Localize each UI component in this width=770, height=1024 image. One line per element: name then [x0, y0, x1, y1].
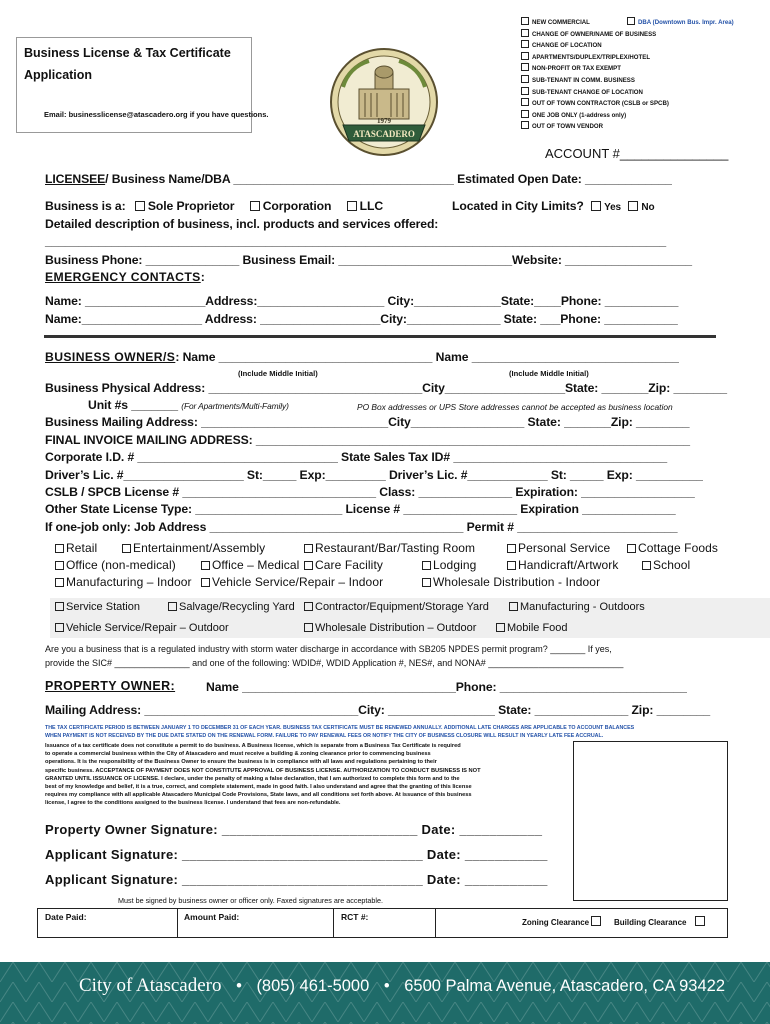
mobile-food-label: Mobile Food: [507, 622, 568, 634]
application-type-option[interactable]: [521, 98, 669, 110]
category-restaurant[interactable]: [304, 541, 475, 555]
corporation-checkbox[interactable]: [250, 201, 260, 211]
category-care-facility[interactable]: [304, 558, 383, 572]
llc-label: LLC: [359, 199, 384, 213]
unit-row: [88, 398, 289, 412]
lodging-checkbox[interactable]: [422, 561, 431, 570]
applicant-signature-2[interactable]: Applicant Signature: ________________________________ Date: ___________: [45, 872, 548, 887]
wholesale-indoor-label: Wholesale Distribution - Indoor: [433, 575, 601, 589]
city-seal-logo: [329, 47, 439, 157]
office-checkbox[interactable]: [55, 561, 64, 570]
owner1-hint: (Include Middle Initial): [238, 369, 318, 378]
building-clearance[interactable]: [614, 916, 708, 927]
entertainment-checkbox[interactable]: [122, 544, 131, 553]
salvage-label: Salvage/Recycling Yard: [179, 601, 295, 613]
application-type-checkbox[interactable]: [521, 87, 529, 95]
manufacturing-indoor-label: Manufacturing – Indoor: [66, 575, 192, 589]
footer-address: 6500 Palma Avenue, Atascadero, CA 93422: [404, 977, 726, 995]
contractor-yard-checkbox[interactable]: [304, 602, 313, 611]
application-type-label: NEW COMMERCIAL: [532, 19, 590, 26]
legal-notice: [45, 742, 565, 808]
office-stamp-box: [573, 741, 728, 901]
category-personal-service[interactable]: [507, 541, 610, 555]
corporate-id-field[interactable]: Corporate I.D. # ______________________________ State Sales Tax ID# ________________________________: [45, 450, 668, 464]
vehicle-outdoor-checkbox[interactable]: [55, 623, 64, 632]
zoning-clearance-label: Zoning Clearance: [522, 918, 590, 927]
application-type-checkbox[interactable]: [521, 40, 529, 48]
application-type-label: OUT OF TOWN CONTRACTOR (CSLB or SPCB): [532, 100, 669, 108]
description-label: Detailed description of business, incl. products and services offered:: [45, 217, 439, 231]
dba-checkbox[interactable]: [627, 17, 635, 25]
mobile-food-checkbox[interactable]: [496, 623, 505, 632]
office-divider-3: [435, 908, 436, 938]
category-wholesale-outdoor[interactable]: [304, 622, 476, 634]
application-type-option[interactable]: [521, 40, 669, 52]
legal-notice-line: specific business. ACCEPTANCE OF PAYMENT DOES NOT CONSTITUTE APPROVAL OF BUSINESS LICENSE. AUTHORIZATION TO CONDUCT BUSINESS IS NOT: [45, 767, 481, 774]
application-type-list: [521, 17, 669, 133]
renewal-notice-line1: THE TAX CERTIFICATE PERIOD IS BETWEEN JANUARY 1 TO DECEMBER 31 OF EACH YEAR. BUSINESS TAX CERTIFICATE MUST BE RENEWED ANNUALLY. ADDITIONAL LATE CHARGES ARE APPLICABLE TO ACCOUNT BALANCES: [45, 725, 635, 731]
application-type-option[interactable]: [521, 121, 669, 133]
footer-city-name: City of Atascadero: [79, 975, 222, 996]
category-entertainment[interactable]: [122, 541, 265, 555]
contractor-yard-label: Contractor/Equipment/Storage Yard: [315, 601, 489, 613]
application-type-checkbox[interactable]: [521, 63, 529, 71]
building-clearance-label: Building Clearance: [614, 918, 687, 927]
application-type-label: NON-PROFIT OR TAX EXEMPT: [532, 65, 621, 73]
manufacturing-indoor-checkbox[interactable]: [55, 578, 64, 587]
no-label: No: [641, 202, 655, 213]
dba-label: DBA (Downtown Bus. Impr. Area): [638, 19, 734, 26]
restaurant-checkbox[interactable]: [304, 544, 313, 553]
owners-heading: BUSINESS OWNER/S: [45, 350, 176, 364]
mailing-address-field[interactable]: Business Mailing Address: ____________________________City_________________ State: _______Zip: ________: [45, 415, 690, 429]
personal-service-label: Personal Service: [518, 541, 611, 555]
application-type-checkbox[interactable]: [521, 75, 529, 83]
application-type-label: APARTMENTS/DUPLEX/TRIPLEX/HOTEL: [532, 53, 651, 61]
emergency-colon: :: [200, 270, 205, 284]
school-checkbox[interactable]: [642, 561, 651, 570]
renewal-notice-line2: WHEN PAYMENT IS NOT RECEIVED BY THE DUE DATE STATED ON THE RENEWAL FORM. FAILURE TO PAY RENEWAL FEES OR NOTIFY THE CITY OF BUSINESS CLOSURE WILL RESULT IN YEARLY LATE FEE ACCRUAL.: [45, 733, 604, 739]
stormwater-question[interactable]: Are you a business that is a regulated industry with storm water discharge in accordance with SB205 NPDES permit program? _______ If yes,: [45, 644, 612, 654]
licensee-heading: LICENSEE: [45, 172, 106, 186]
lodging-label: Lodging: [433, 558, 477, 572]
footer-phone: (805) 461-5000: [256, 977, 370, 995]
account-number: ACCOUNT #_______________: [545, 146, 729, 161]
emergency-heading-row: [45, 270, 205, 284]
section-divider: [44, 335, 716, 338]
application-type-checkbox[interactable]: [521, 29, 529, 37]
application-type-option[interactable]: [521, 63, 669, 75]
building-clearance-checkbox[interactable]: [695, 916, 705, 926]
handicraft-label: Handicraft/Artwork: [518, 558, 619, 572]
office-divider-2: [333, 908, 334, 938]
emergency-heading: EMERGENCY CONTACTS: [45, 270, 201, 284]
category-handicraft[interactable]: [507, 558, 619, 572]
wholesale-outdoor-label: Wholesale Distribution – Outdoor: [315, 622, 477, 634]
application-type-checkbox[interactable]: [521, 52, 529, 60]
legal-notice-line: license, I agree to the conditions assigned to the business license. I understand that fees are non-refundable.: [45, 800, 341, 807]
category-cottage-foods[interactable]: [627, 541, 718, 555]
city-limits-no-checkbox[interactable]: [628, 201, 638, 211]
physical-address-field[interactable]: Business Physical Address: ________________________________City__________________State: _______Zip: ________: [45, 381, 727, 395]
application-type-label: ONE JOB ONLY (1-address only): [532, 111, 627, 119]
application-type-label: SUB-TENANT IN COMM. BUSINESS: [532, 76, 635, 84]
property-owner-mailing-field[interactable]: Mailing Address: ________________________________City: ________________ State: ______________ Zip: ________: [45, 703, 711, 717]
seal-label: ATASCADERO: [353, 129, 415, 139]
legal-notice-line: GRANTED UNTIL ISSUANCE OF LICENSE. I declare, under the penalty of making a false declaration, that I am authorized to complete this form and to the: [45, 775, 460, 782]
zoning-clearance-checkbox[interactable]: [591, 916, 601, 926]
sole-proprietor-label: Sole Proprietor: [147, 199, 235, 213]
salvage-checkbox[interactable]: [168, 602, 177, 611]
application-type-label: CHANGE OF OWNER/NAME OF BUSINESS: [532, 30, 657, 38]
application-type-label: OUT OF TOWN VENDOR: [532, 123, 603, 131]
manufacturing-outdoors-checkbox[interactable]: [509, 602, 518, 611]
category-service-station[interactable]: [55, 601, 140, 613]
application-type-checkbox[interactable]: [521, 110, 529, 118]
business-type-row: [45, 199, 383, 213]
manufacturing-outdoors-label: Manufacturing - Outdoors: [520, 601, 645, 613]
restaurant-label: Restaurant/Bar/Tasting Room: [315, 541, 476, 555]
application-type-option[interactable]: [521, 75, 669, 87]
application-type-option[interactable]: [521, 110, 669, 122]
unit-hint: (For Apartments/Multi-Family): [181, 401, 289, 411]
drivers-license-field[interactable]: Driver’s Lic. #__________________ St:_____ Exp:_________ Driver’s Lic. #____________ St: _____ Exp: __________: [45, 468, 703, 482]
school-label: School: [653, 558, 691, 572]
business-phone-row[interactable]: Business Phone: ______________ Business Email: __________________________Website: ___________________: [45, 253, 692, 267]
signature-note: Must be signed by business owner or officer only. Faxed signatures are acceptable.: [118, 896, 384, 905]
dba-option[interactable]: [627, 17, 734, 29]
property-owner-signature[interactable]: Property Owner Signature: __________________________ Date: ___________: [45, 822, 543, 837]
vehicle-outdoor-label: Vehicle Service/Repair – Outdoor: [66, 622, 229, 634]
category-office[interactable]: [55, 558, 176, 572]
vehicle-indoor-checkbox[interactable]: [201, 578, 210, 587]
retail-checkbox[interactable]: [55, 544, 64, 553]
cottage-foods-label: Cottage Foods: [638, 541, 719, 555]
zoning-clearance[interactable]: [522, 916, 604, 927]
care-facility-label: Care Facility: [315, 558, 383, 572]
emergency-contact-1[interactable]: Name: __________________Address:___________________ City:_____________State:____Phone: ___________: [45, 294, 679, 308]
office-divider-1: [177, 908, 178, 938]
category-salvage[interactable]: [168, 601, 295, 613]
corporation-label: Corporation: [262, 199, 332, 213]
footer-contact: [79, 975, 725, 997]
owner2-hint: (Include Middle Initial): [509, 369, 589, 378]
date-paid-label: Date Paid:: [45, 912, 87, 922]
applicant-signature-1[interactable]: Applicant Signature: ________________________________ Date: ___________: [45, 847, 548, 862]
category-manufacturing-indoor[interactable]: [55, 575, 192, 589]
legal-notice-line: to operate a commercial business within the City of Atascadero and must receive a building & zoning clearance prior to commencing business: [45, 751, 431, 758]
category-retail[interactable]: [55, 541, 97, 555]
cslb-license-field[interactable]: CSLB / SPCB License # _____________________________ Class: ______________ Expiration: _________________: [45, 485, 695, 499]
email-note: Email: businesslicense@atascadero.org if you have questions.: [44, 110, 269, 119]
owner-name-row: [45, 350, 679, 364]
footer-dot-2: •: [383, 977, 390, 995]
form-title-line1: Business License & Tax Certificate: [24, 46, 231, 60]
category-office-medical[interactable]: [201, 558, 299, 572]
business-is-a-label: Business is a:: [45, 199, 126, 213]
seal-year: 1979: [377, 117, 391, 125]
city-limits-yes-checkbox[interactable]: [591, 201, 601, 211]
owner-name-fields[interactable]: : Name ________________________________ Name _______________________________: [175, 350, 679, 364]
wholesale-indoor-checkbox[interactable]: [422, 578, 431, 587]
category-wholesale-indoor[interactable]: [422, 575, 600, 589]
rct-label: RCT #:: [341, 912, 369, 922]
cottage-foods-checkbox[interactable]: [627, 544, 636, 553]
application-type-option[interactable]: [521, 29, 669, 41]
office-medical-checkbox[interactable]: [201, 561, 210, 570]
category-contractor-yard[interactable]: [304, 601, 489, 613]
sole-proprietor-checkbox[interactable]: [135, 201, 145, 211]
application-type-checkbox[interactable]: [521, 121, 529, 129]
final-invoice-address-field[interactable]: FINAL INVOICE MAILING ADDRESS: _________________________________________________________________: [45, 433, 690, 447]
unit-field[interactable]: Unit #s _______: [88, 398, 178, 412]
vehicle-indoor-label: Vehicle Service/Repair – Indoor: [212, 575, 384, 589]
care-facility-checkbox[interactable]: [304, 561, 313, 570]
category-mobile-food[interactable]: [496, 622, 568, 634]
legal-notice-line: operations. It is the responsibility of the Business Owner to ensure the business is in compliance with all laws and regulations pertaining to their: [45, 759, 437, 766]
retail-label: Retail: [66, 541, 98, 555]
application-type-checkbox[interactable]: [521, 98, 529, 106]
service-station-checkbox[interactable]: [55, 602, 64, 611]
legal-notice-line: best of my knowledge and belief, it is a true, correct, and complete statement, made in good faith. I also understand and agree that the granting of this license: [45, 784, 472, 791]
office-label: Office (non-medical): [66, 558, 176, 572]
category-vehicle-indoor[interactable]: [201, 575, 383, 589]
application-type-label: SUB-TENANT CHANGE OF LOCATION: [532, 88, 643, 96]
application-type-label: CHANGE OF LOCATION: [532, 42, 602, 50]
wholesale-outdoor-checkbox[interactable]: [304, 623, 313, 632]
category-manufacturing-outdoors[interactable]: [509, 601, 645, 613]
business-name-field[interactable]: / Business Name/DBA _________________________________ Estimated Open Date: _____________: [105, 172, 672, 186]
yes-label: Yes: [604, 202, 622, 213]
entertainment-label: Entertainment/Assembly: [133, 541, 266, 555]
personal-service-checkbox[interactable]: [507, 544, 516, 553]
property-owner-name-field[interactable]: Name ________________________________Phone: ____________________________: [206, 680, 687, 694]
legal-notice-line: Issuance of a tax certificate does not constitute a permit to do business. A Business license, which is separate from a Business Tax Certificate is required: [45, 743, 461, 749]
application-type-checkbox[interactable]: [521, 17, 529, 25]
description-field[interactable]: _____________________________________________________________________________________________: [45, 234, 667, 248]
other-license-field[interactable]: Other State License Type: ______________________ License # _________________ Expiration ______________: [45, 502, 676, 516]
service-station-label: Service Station: [66, 601, 140, 613]
licensee-row: [45, 172, 672, 186]
category-vehicle-outdoor[interactable]: [55, 622, 229, 634]
llc-checkbox[interactable]: [347, 201, 357, 211]
emergency-contact-2[interactable]: Name:__________________ Address: __________________City:______________ State: ___Phone: ___________: [45, 312, 678, 326]
amount-paid-label: Amount Paid:: [184, 912, 240, 922]
city-limits-row: [452, 199, 654, 213]
footer-dot-1: •: [236, 977, 242, 995]
one-job-address-field[interactable]: If one-job only: Job Address ______________________________________ Permit # ________________________: [45, 520, 678, 534]
category-lodging[interactable]: [422, 558, 476, 572]
handicraft-checkbox[interactable]: [507, 561, 516, 570]
stormwater-sic[interactable]: provide the SIC# _______________ and one of the following: WDID#, WDID Application #, NES#, and NONA# ___________________________: [45, 658, 624, 668]
office-medical-label: Office – Medical: [212, 558, 300, 572]
application-type-option[interactable]: [521, 87, 669, 99]
city-limits-label: Located in City Limits?: [452, 199, 584, 213]
category-school[interactable]: [642, 558, 690, 572]
property-owner-heading: PROPERTY OWNER:: [45, 679, 176, 693]
legal-notice-line: requires my compliance with all applicable Atascadero Municipal Code Provisions, State laws, and all conditions set forth above. At issuance of this business: [45, 792, 472, 799]
application-type-option[interactable]: [521, 52, 669, 64]
po-box-hint: PO Box addresses or UPS Store addresses cannot be accepted as business location: [357, 402, 673, 412]
form-title-line2: Application: [24, 68, 93, 82]
